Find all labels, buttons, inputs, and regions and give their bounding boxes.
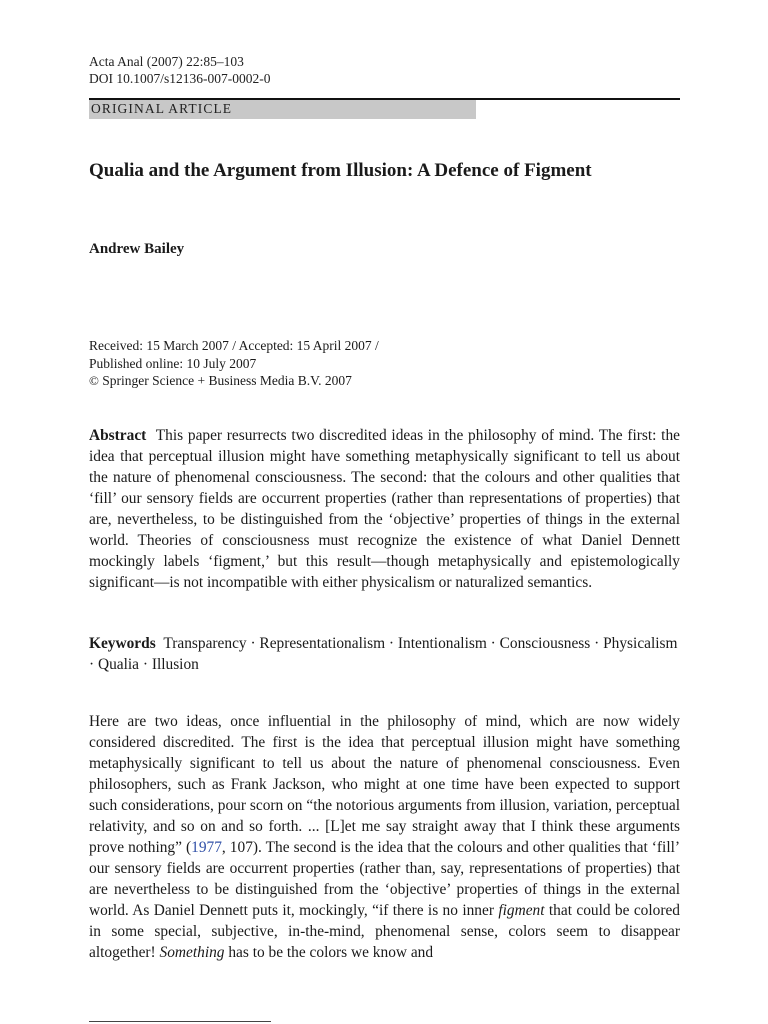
section-label: ORIGINAL ARTICLE [89, 100, 476, 119]
emphasis-something: Something [159, 944, 225, 961]
keywords-text: Transparency · Representationalism · Intentionalism · Consciousness · Physicalism · Qualia · Illusion [89, 635, 678, 673]
received-accepted-line: Received: 15 March 2007 / Accepted: 15 April 2007 / [89, 338, 379, 353]
publication-dates [89, 337, 379, 390]
body-paragraph [89, 711, 680, 963]
keywords-label: Keywords [89, 635, 156, 652]
abstract [89, 425, 680, 593]
journal-citation: Acta Anal (2007) 22:85–103 [89, 54, 244, 69]
author-name: Andrew Bailey [89, 241, 185, 257]
abstract-label: Abstract [89, 427, 147, 444]
keywords [89, 633, 680, 675]
body-text-part: Here are two ideas, once influential in the philosophy of mind, which are now widely considered discredited. The first is the idea that perceptual illusion might have something metaphysically significant to tell us about the nature of phenomenal consciousness. Even philosophers, such as Frank Jackson, who might at one time have been expected to support such considerations, pour scorn on “the notorious arguments from illusion, variation, perceptual relativity, and so on and so forth. ... [L]et me say straight away that I think these arguments prove nothing” ( [89, 713, 680, 856]
copyright-text: Springer Science + Business Media B.V. 2007 [98, 373, 352, 388]
abstract-text: This paper resurrects two discredited ideas in the philosophy of mind. The first: the idea that perceptual illusion might have something metaphysically significant to tell us about the nature of phenomenal consciousness. The second: that the colours and other qualities that ‘fill’ our sensory fields are occurrent properties (rather than representations of properties) that are, nevertheless, to be distinguished from the ‘objective’ properties of things in the external world. Theories of consciousness must recognize the existence of what Daniel Dennett mockingly labels ‘figment,’ but this result—though metaphysically and epistemologically significant—is not incompatible with either physicalism or naturalized semantics. [89, 427, 680, 591]
footnote-rule [89, 1021, 271, 1022]
copyright-icon: © [89, 373, 99, 388]
body-text-part: that could be colored in some special, subjective, in-the-mind, phenomenal sense, colors seem to disappear altogether! [89, 902, 680, 961]
doi: DOI 10.1007/s12136-007-0002-0 [89, 71, 271, 86]
body-text-part: has to be the colors we know and [224, 944, 434, 961]
emphasis-figment: figment [498, 902, 545, 919]
article-page [89, 0, 680, 1024]
citation-link-1977[interactable]: 1977 [191, 839, 222, 856]
body-text-part: , 107). The second is the idea that the colours and other qualities that ‘fill’ our sensory fields are occurrent properties (rather than, say, representations of properties) that are nevertheless to be distinguished from the ‘objective’ properties of things in the external world. As Daniel Dennett puts it, mockingly, “if there is no inner [89, 839, 680, 919]
published-line: Published online: 10 July 2007 [89, 355, 257, 371]
copyright-line [89, 372, 379, 390]
article-title: Qualia and the Argument from Illusion: A Defence of Figment [89, 160, 592, 181]
